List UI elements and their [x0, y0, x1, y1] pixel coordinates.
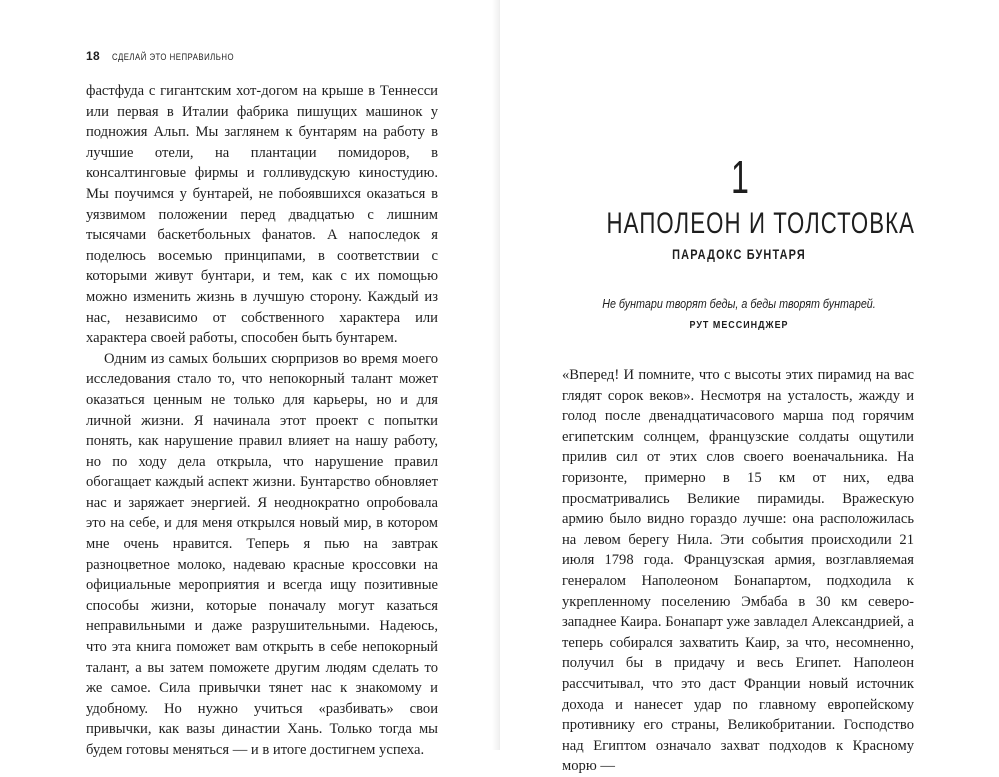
paragraph: Одним из самых больших сюрпризов во время моего исследования стало то, что непокорный талант может оказаться ценным не только для карьеры, но и для личной жизни. Я начинала этот проект с попытки понять, как нарушение правил влияет на нашу работу, но по ходу дела открыла, что нарушение правил обогащает каждый аспект жизни. Бунтарство обновляет нас и заряжает энергией. Я неоднократно опробовала это на себе, и для меня открылся новый мир, в котором мне очень нравится. Теперь я пью на завтрак разноцветное молоко, надеваю красные кроссовки на официальные мероприятия и всегда ищу позитивные способы жизни, которые поначалу могут казаться неправильными и даже разрушительными. Надеюсь, что эта книга поможет вам открыть в себе непокорный талант, а вы затем поможете другим людям сделать то же самое. Сила привычки тянет нас к знакомому и удобному. Но нужно учиться «разбивать» свои привычки, как вазы династии Хань. Только тогда мы будем готовы меняться — и в итоге достигнем успеха.: [86, 350, 438, 758]
chapter-title: НАПОЛЕОН И ТОЛСТОВКА: [606, 207, 916, 240]
left-body-text: [86, 81, 438, 761]
epigraph: Не бунтари творят беды, а беды творят бунтарей.: [602, 297, 876, 311]
paragraph: «Вперед! И помните, что с высоты этих пирамид на вас глядят сорок веков». Несмотря на усталость, жажду и голод после двенадцатичасового марша под горячим египетским солнцем, французские солдаты ощутили прилив сил от этих слов своего военачальника. На горизонте, примерно в 15 км от них, едва просматривались Великие пирамиды. Вражескую армию было видно гораздо лучше: она расположилась на левом берегу Нила. Эти события происходили 21 июля 1798 года. Французская армия, возглавляемая генералом Наполеоном Бонапартом, подходила к укрепленному поселению Эмбаба в 30 км северо-западнее Каира. Бонапарт уже завладел Александрией, а теперь собирался захватить Каир, за что, несомненно, получил бы в придачу и весь Египет. Наполеон рассчитывал, что это даст Франции новый источник дохода и нанесет удар по главному европейскому противнику его страны, Великобритании. Господство над Египтом означало захват подходов к Красному морю —: [562, 367, 914, 775]
left-page: [0, 0, 499, 758]
paragraph: фастфуда с гигантским хот-догом на крыше в Теннесси или первая в Италии фабрика пишущих машинок у подножия Альп. Мы заглянем к бунтарям на работу в лучшие отели, на плантации помидоров, в консалтинговые фирмы и голливудскую киностудию. Мы поучимся у бунтарей, не побоявшихся оказаться в уязвимом положении перед двадцатью с лишним тысячами баскетбольных фанатов. А напоследок я поделюсь восемью принципами, в соответствии с которыми живут бунтари, и тем, как с их помощью можно изменить жизнь в лучшую сторону. Каждый из нас, независимо от собственного характера или характера своей работы, способен быть бунтарем.: [86, 83, 438, 347]
running-head: [86, 49, 261, 63]
chapter-subtitle: ПАРАДОКС БУНТАРЯ: [672, 246, 806, 262]
chapter-number: 1: [731, 151, 749, 203]
right-body-text: [562, 365, 914, 777]
running-title: СДЕЛАЙ ЭТО НЕПРАВИЛЬНО: [111, 52, 235, 63]
page-number: 18: [86, 49, 100, 63]
epigraph-author: РУТ МЕССИНДЖЕР: [689, 319, 789, 331]
